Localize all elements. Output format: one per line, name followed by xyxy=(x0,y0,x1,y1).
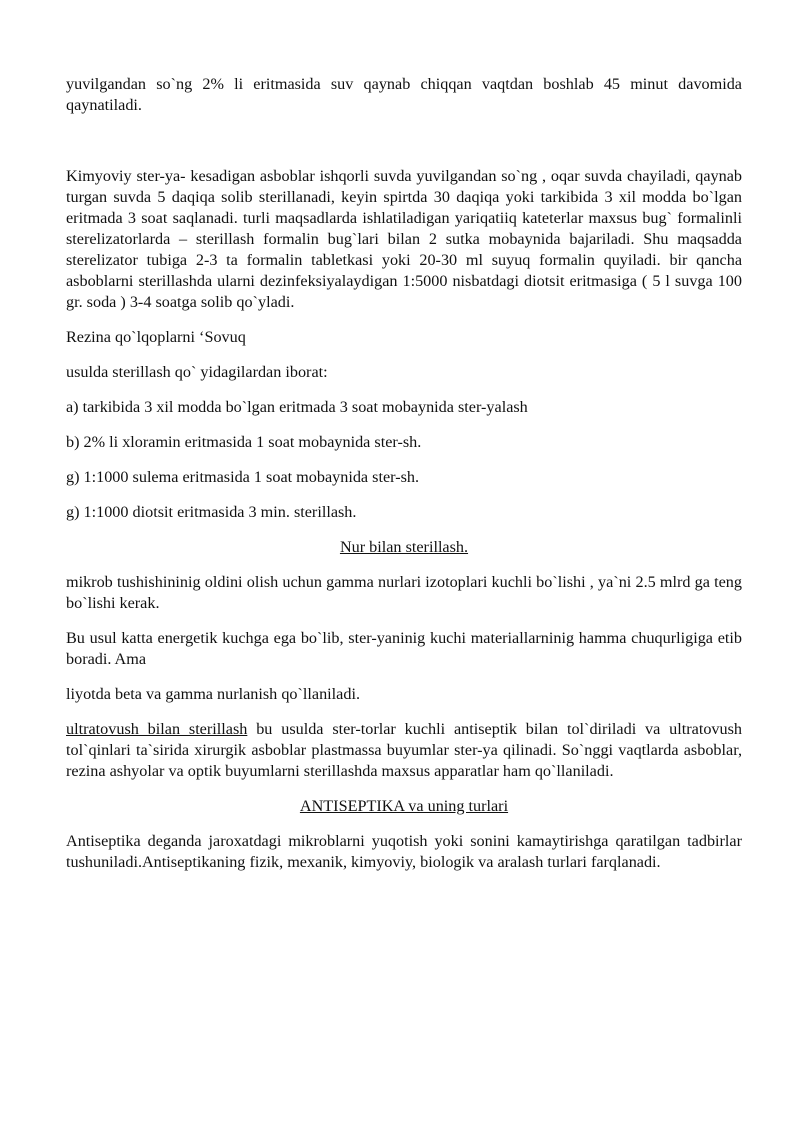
ultrasound-text: bu usulda ster-torlar kuchli antiseptik bilan tol`diriladi va ultratovush tol`qinlari ta`sirida xirurgik asboblar plastmassa buyumlar ster-ya qilinadi. So`nggi vaqtlarda asboblar, rezina ashyolar va optik buyumlarni sterillashda maxsus apparatlar ham qo`llaniladi. xyxy=(66,720,742,780)
paragraph-energetic: Bu usul katta energetik kuchga ega bo`lib, ster-yaninig kuchi materiallarninig hamma chuqurligiga etib boradi. Ama xyxy=(66,629,742,668)
paragraph-ultrasound xyxy=(66,719,742,782)
heading-radiation-sterilization: Nur bilan sterillash. xyxy=(339,538,469,556)
paragraph-cold-method: usulda sterillash qo` yidagilardan iborat: xyxy=(66,363,328,381)
heading-antiseptika: ANTISEPTIKA va uning turlari xyxy=(299,797,509,815)
paragraph-gamma: mikrob tushishininig oldini olish uchun gamma nurlari izotoplari kuchli bo`lishi , ya`ni 2.5 mlrd ga teng bo`lishi kerak. xyxy=(66,573,742,612)
list-item: b) 2% li xloramin eritmasida 1 soat mobaynida ster-sh. xyxy=(66,433,422,451)
paragraph-rubber-gloves: Rezina qo`lqoplarni ‘Sovuq xyxy=(66,328,246,346)
list-item: a) tarkibida 3 xil modda bo`lgan eritmada 3 soat mobaynida ster-yalash xyxy=(66,398,528,416)
list-item: g) 1:1000 diotsit eritmasida 3 min. sterillash. xyxy=(66,503,357,521)
list-item: g) 1:1000 sulema eritmasida 1 soat mobaynida ster-sh. xyxy=(66,468,420,486)
paragraph-beta-gamma: liyotda beta va gamma nurlanish qo`llaniladi. xyxy=(66,685,360,703)
ultrasound-term: ultratovush bilan sterillash xyxy=(66,720,248,738)
paragraph-chemical-sterilization: Kimyoviy ster-ya- kesadigan asboblar ishqorli suvda yuvilgandan so`ng , oqar suvda chayiladi, qaynab turgan suvda 5 daqiqa solib sterillanadi, keyin spirtda 30 daqiqa yoki tarkibida 3 xil modda bo`lgan eritmada 3 soat saqlanadi. turli maqsadlarda ishlatiladigan yariqatiiq kateterlar maxsus bug` formalinli sterelizatorlarda – sterillash formalin bug`lari bilan 2 sutka mobaynida bajariladi. Shu maqsadda sterelizator tubiga 2-3 ta formalin tabletkasi yoki 20-30 ml suyuq formalin quyiladi. bir qancha asboblarni sterillashda ularni dezinfeksiyalaydigan 1:5000 nisbatdagi diotsit eritmasiga ( 5 l suvga 100 gr. soda ) 3-4 soatga solib qo`yladi. xyxy=(66,167,742,311)
paragraph-antiseptika: Antiseptika deganda jaroxatdagi mikroblarni yuqotish yoki sonini kamaytirishga qaratilgan tadbirlar tushuniladi.Antiseptikaning fizik, mexanik, kimyoviy, biologik va aralash turlari farqlanadi. xyxy=(66,832,742,871)
paragraph-boiling: yuvilgandan so`ng 2% li eritmasida suv qaynab chiqqan vaqtdan boshlab 45 minut davomida qaynatiladi. xyxy=(66,75,742,114)
